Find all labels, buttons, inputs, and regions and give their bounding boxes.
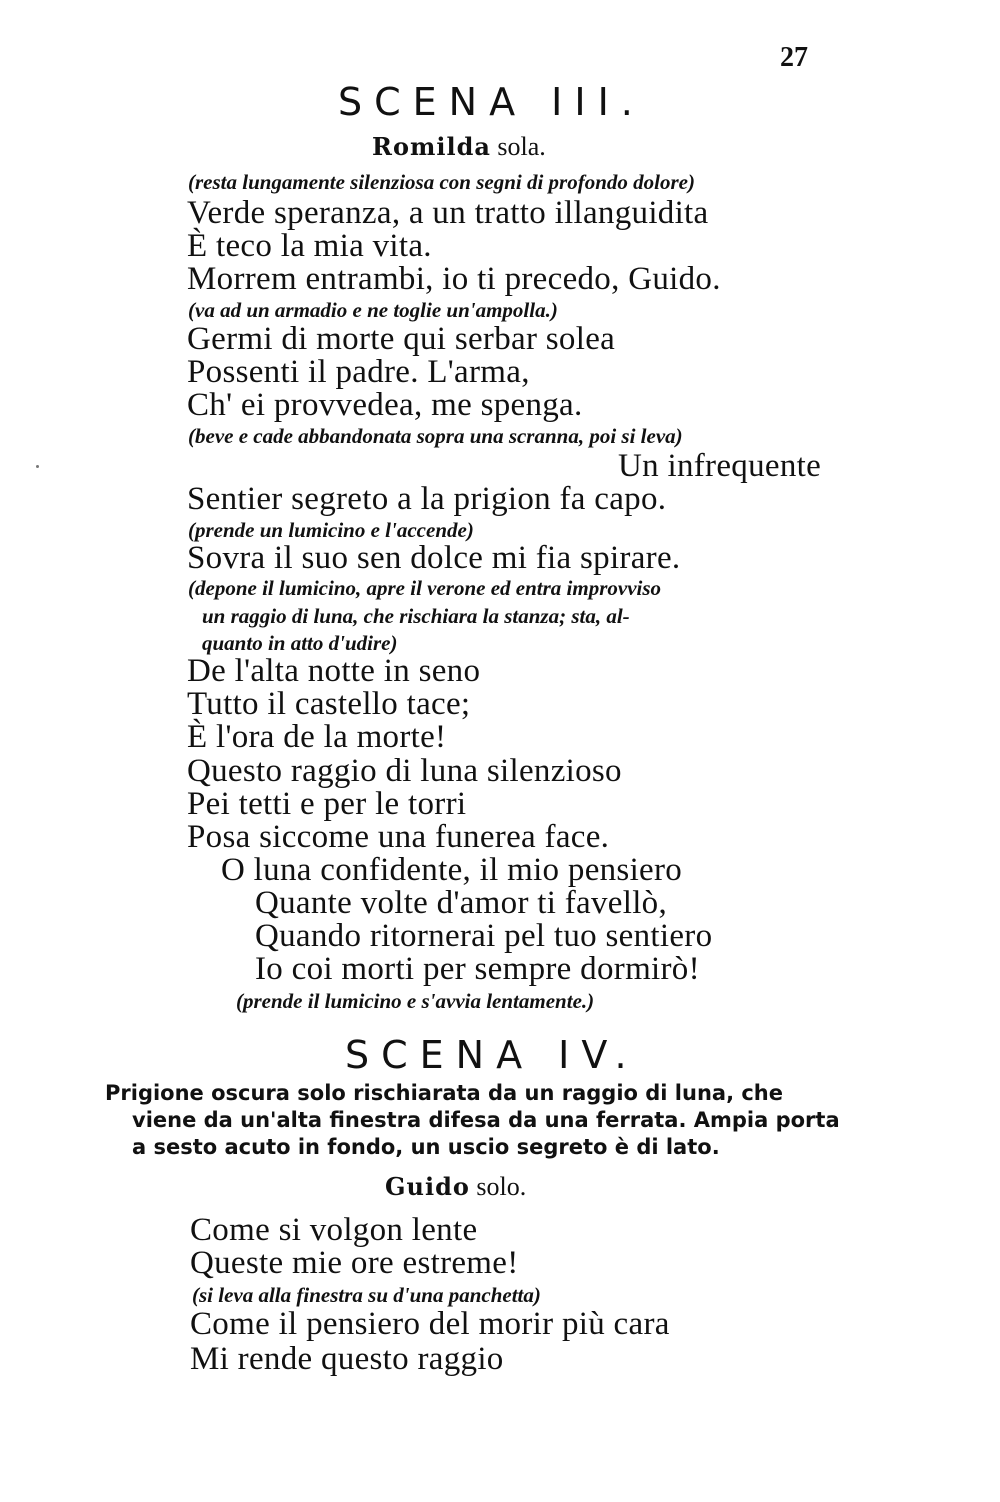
stage-direction: (va ad un armadio e ne toglie un'ampolla.) xyxy=(188,298,558,322)
stage-direction: (si leva alla finestra su d'una panchetta) xyxy=(192,1283,541,1307)
verse-line: Pei tetti e per le torri xyxy=(187,786,467,822)
verse-line: Tutto il castello tace; xyxy=(187,686,471,722)
scene-3-title: SCENA III. xyxy=(338,80,645,124)
stage-direction: (prende un lumicino e l'accende) xyxy=(188,518,474,542)
verse-line: Sovra il suo sen dolce mi fia spirare. xyxy=(187,540,681,576)
verse-line: Posa siccome una funerea face. xyxy=(187,819,610,855)
verse-line: Come si volgon lente xyxy=(190,1212,478,1248)
scene-setting-description xyxy=(105,1080,855,1161)
verse-line: Possenti il padre. L'arma, xyxy=(187,354,530,390)
scene-4-title: SCENA IV. xyxy=(345,1033,639,1077)
setting-line: Prigione oscura solo rischiarata da un raggio di luna, che xyxy=(105,1081,783,1105)
character-note: solo. xyxy=(476,1172,527,1201)
verse-line: È l'ora de la morte! xyxy=(187,719,447,755)
verse-line: O luna confidente, il mio pensiero xyxy=(221,852,683,888)
stage-direction: (beve e cade abbandonata sopra una scranna, poi si leva) xyxy=(188,424,683,448)
verse-line: Germi di morte qui serbar solea xyxy=(187,321,616,357)
character-name-romilda: Romilda xyxy=(372,132,491,161)
stage-direction: (resta lungamente silenziosa con segni di profondo dolore) xyxy=(188,170,695,194)
verse-line: Verde speranza, a un tratto illanguidita xyxy=(187,195,709,231)
scene-3-character-line xyxy=(372,132,546,162)
verse-line: Ch' ei provvedea, me spenga. xyxy=(187,387,583,423)
scene-4-character-line xyxy=(385,1172,526,1202)
verse-line: Io coi morti per sempre dormirò! xyxy=(255,951,700,987)
verse-line: De l'alta notte in seno xyxy=(187,653,481,689)
page-number: 27 xyxy=(780,42,808,73)
verse-line: Quante volte d'amor ti favellò, xyxy=(255,885,668,921)
character-name-guido: Guido xyxy=(385,1172,470,1201)
verse-line: Quando ritornerai pel tuo sentiero xyxy=(255,918,713,954)
setting-line: viene da un'alta finestra difesa da una ferrata. Ampia porta xyxy=(132,1108,840,1132)
verse-line: Mi rende questo raggio xyxy=(190,1341,504,1377)
verse-line: Come il pensiero del morir più cara xyxy=(190,1306,670,1342)
verse-line: Questo raggio di luna silenzioso xyxy=(187,753,622,789)
margin-speck xyxy=(36,465,39,468)
verse-line: Morrem entrambi, io ti precedo, Guido. xyxy=(187,261,721,297)
stage-direction: quanto in atto d'udire) xyxy=(202,631,398,655)
verse-line: Un infrequente xyxy=(618,448,822,484)
setting-line: a sesto acuto in fondo, un uscio segreto è di lato. xyxy=(132,1135,720,1159)
stage-direction: (depone il lumicino, apre il verone ed entra improvviso xyxy=(188,576,662,600)
verse-line: Sentier segreto a la prigion fa capo. xyxy=(187,481,667,517)
stage-direction: (prende il lumicino e s'avvia lentamente.) xyxy=(236,989,595,1013)
character-note: sola. xyxy=(497,132,546,161)
verse-line: Queste mie ore estreme! xyxy=(190,1245,519,1281)
verse-line: È teco la mia vita. xyxy=(187,228,432,264)
stage-direction: un raggio di luna, che rischiara la stanza; sta, al- xyxy=(202,604,630,628)
